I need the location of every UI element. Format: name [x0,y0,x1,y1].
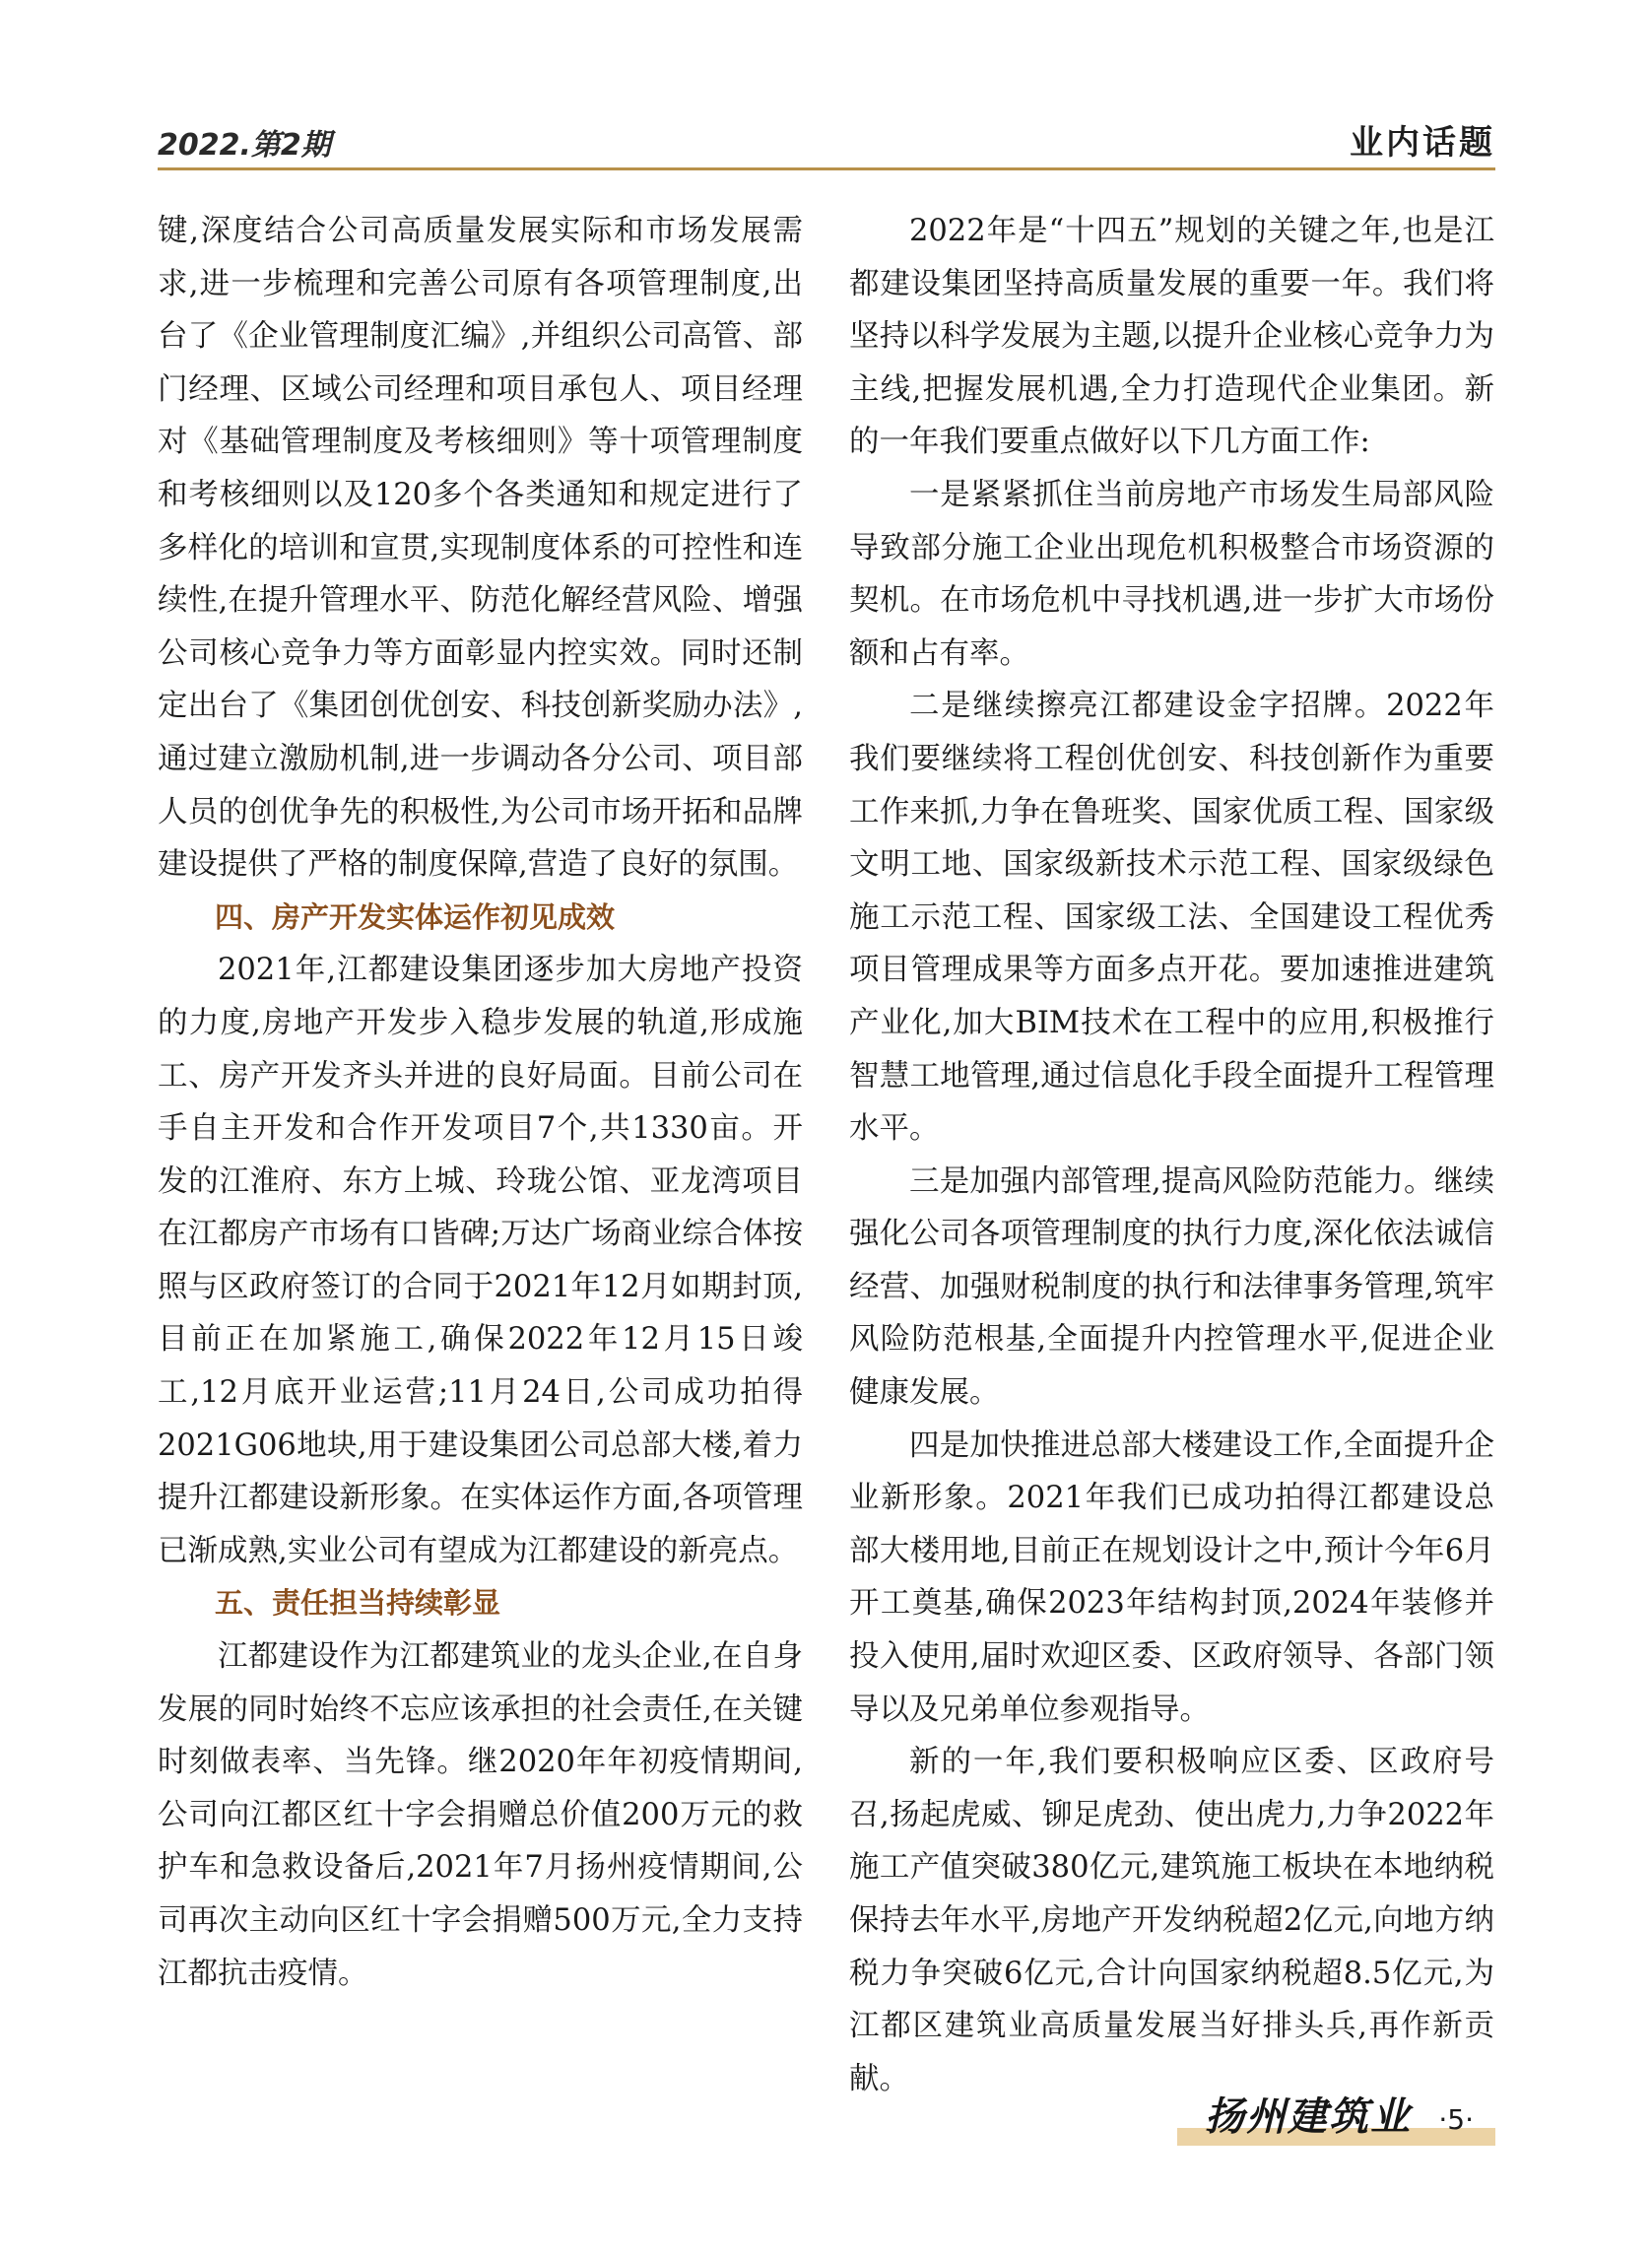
paragraph: 三是加强内部管理,提高风险防范能力。继续强化公司各项管理制度的执行力度,深化依法诚信经营、加强财税制度的执行和法律事务管理,筑牢风险防范根基,全面提升内控管理水平,促进企业健康发展。 [849,1163,1494,1411]
paragraph: 新的一年,我们要积极响应区委、区政府号召,扬起虎威、铆足虎劲、使出虎力,力争2022年施工产值突破380亿元,建筑施工板块在本地纳税保持去年水平,房地产开发纳税超2亿元,向地方纳税力争突破6亿元,合计向国家纳税超8.5亿元,为江都区建筑业高质量发展当好排头兵,再作新贡献。 [849,1745,1494,2096]
section-heading-4: 四、房产开发实体运作初见成效 [215,899,616,934]
paragraph: 二是继续擦亮江都建设金字招牌。2022年我们要继续将工程创优创安、科技创新作为重要工作来抓,力争在鲁班奖、国家优质工程、国家级文明工地、国家级新技术示范工程、国家级绿色施工示范工程、国家级工法、全国建设工程优秀项目管理成果等方面多点开花。要加速推进建筑产业化,加大BIM技术在工程中的应用,积极推行智慧工地管理,通过信息化手段全面提升工程管理水平。 [849,689,1494,1147]
paragraph: 四是加快推进总部大楼建设工作,全面提升企业新形象。2021年我们已成功拍得江都建设总部大楼用地,目前正在规划设计之中,预计今年6月开工奠基,确保2023年结构封顶,2024年装修并投入使用,届时欢迎区委、区政府领导、各部门领导以及兄弟单位参观指导。 [849,1427,1494,1727]
page-header [158,116,1495,167]
paragraph: 江都建设作为江都建筑业的龙头企业,在自身发展的同时始终不忘应该承担的社会责任,在关键时刻做表率、当先锋。继2020年年初疫情期间,公司向江都区红十字会捐赠总价值200万元的救护车和急救设备后,2021年7月扬州疫情期间,公司再次主动向区红十字会捐赠500万元,全力支持江都抗击疫情。 [158,1639,803,1991]
paragraph: 2021年,江都建设集团逐步加大房地产投资的力度,房地产开发步入稳步发展的轨道,形成施工、房产开发齐头并进的良好局面。目前公司在手自主开发和合作开发项目7个,共1330亩。开发的江淮府、东方上城、玲珑公馆、亚龙湾项目在江都房产市场有口皆碑;万达广场商业综合体按照与区政府签订的合同于2021年12月如期封顶,目前正在加紧施工,确保2022年12月15日竣工,12月底开业运营;11月24日,公司成功拍得2021G06地块,用于建设集团公司总部大楼,着力提升江都建设新形象。在实体运作方面,各项管理已渐成熟,实业公司有望成为江都建设的新亮点。 [158,953,803,1568]
paragraph: 一是紧紧抓住当前房地产市场发生局部风险导致部分施工企业出现危机积极整合市场资源的契机。在市场危机中寻找机遇,进一步扩大市场份额和占有率。 [849,477,1494,671]
header-rule [158,167,1495,170]
page-number: ·5· [1438,2103,1474,2136]
paragraph: 2022年是“十四五”规划的关键之年,也是江都建设集团坚持高质量发展的重要一年。我们将坚持以科学发展为主题,以提升企业核心竞争力为主线,把握发展机遇,全力打造现代企业集团。新的一年我们要重点做好以下几方面工作: [849,214,1494,460]
page-footer [1177,2087,1495,2146]
section-title: 业内话题 [1350,123,1495,163]
left-column [158,205,803,2000]
section-heading-5: 五、责任担当持续彰显 [215,1586,501,1621]
paragraph-continued: 键,深度结合公司高质量发展实际和市场发展需求,进一步梳理和完善公司原有各项管理制度,出台了《企业管理制度汇编》,并组织公司高管、部门经理、区域公司经理和项目承包人、项目经理对《基础管理制度及考核细则》等十项管理制度和考核细则以及120多个各类通知和规定进行了多样化的培训和宣贯,实现制度体系的可控性和连续性,在提升管理水平、防范化解经营风险、增强公司核心竞争力等方面彰显内控实效。同时还制定出台了《集团创优创安、科技创新奖励办法》,通过建立激励机制,进一步调动各分公司、项目部人员的创优争先的积极性,为公司市场开拓和品牌建设提供了严格的制度保障,营造了良好的氛围。 [158,214,803,883]
right-column [849,205,1494,2105]
issue-label: 2022.第2期 [158,128,331,163]
magazine-logo: 扬州建筑业 [1205,2093,1412,2140]
